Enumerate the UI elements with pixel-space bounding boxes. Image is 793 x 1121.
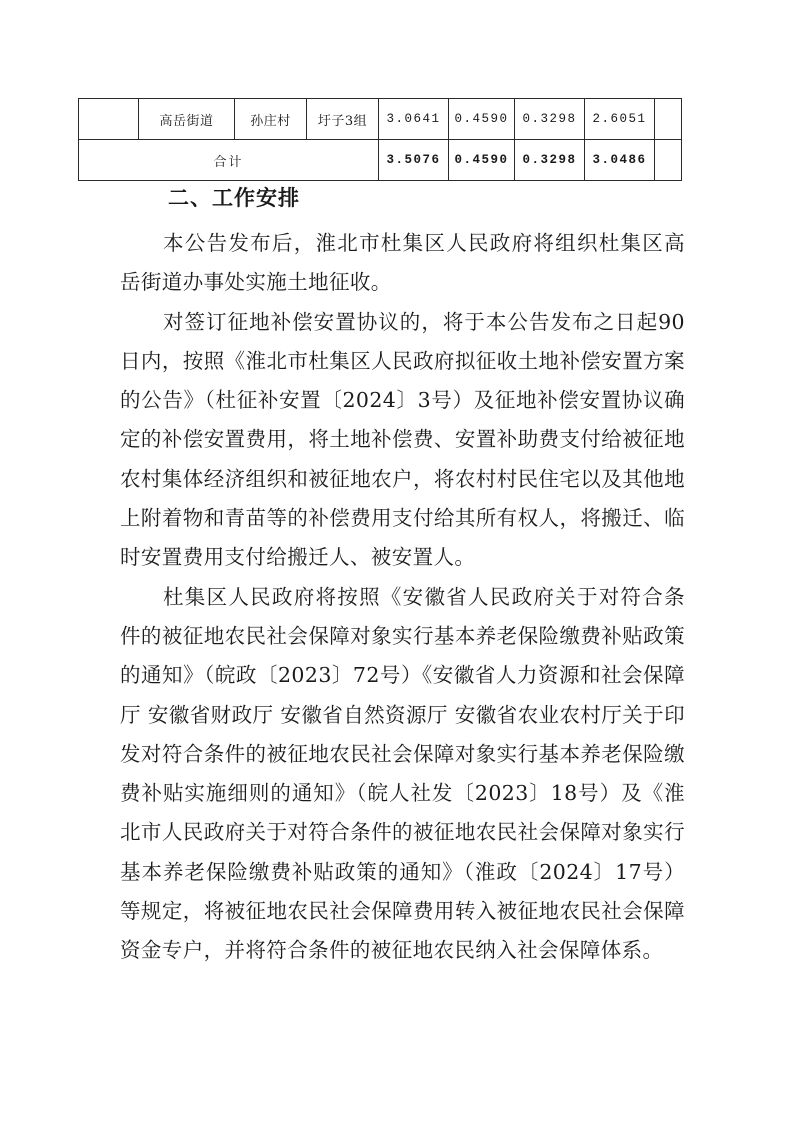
table-row [79, 99, 682, 140]
paragraph-social-security: 杜集区人民政府将按照《安徽省人民政府关于对符合条件的被征地农民社会保障对象实行基本养老保险缴费补贴政策的通知》（皖政〔2023〕72号）《安徽省人力资源和社会保障厅 安徽省财政厅 安徽省自然资源厅 安徽省农业农村厅关于印发对符合条件的被征地农民社会保障对象实行基本养老保险缴费补贴实施细则的通知》（皖人社发〔2023〕18号）及《淮北市人民政府关于对符合条件的被征地农民社会保障对象实行基本养老保险缴费补贴政策的通知》（淮政〔2024〕17号）等规定，将被征地农民社会保障费用转入被征地农民社会保障资金专户，并将符合条件的被征地农民纳入社会保障体系。 [120, 584, 685, 963]
table-cell-blank [79, 99, 139, 140]
table-cell-value: 2.6051 [585, 99, 655, 140]
paragraph-compensation: 对签订征地补偿安置协议的，将于本公告发布之日起90日内，按照《淮北市杜集区人民政府拟征收土地补偿安置方案的公告》（杜征补安置〔2024〕3号）及征地补偿安置协议确定的补偿安置费用，将土地补偿费、安置补助费支付给被征地农村集体经济组织和被征地农户，将农村村民住宅以及其他地上附着物和青苗等的补偿费用支付给其所有权人，将搬迁、临时安置费用支付给搬迁人、被安置人。 [120, 309, 685, 570]
table-cell-group: 圩子3组 [307, 99, 379, 140]
table-cell-tail [655, 140, 682, 181]
land-area-table [78, 98, 682, 181]
table-total-value: 3.5076 [379, 140, 449, 181]
table-cell-value: 0.3298 [515, 99, 585, 140]
table-total-label: 合计 [79, 140, 379, 181]
table-total-value: 0.3298 [515, 140, 585, 181]
table-cell-value: 0.4590 [449, 99, 515, 140]
table-total-value: 3.0486 [585, 140, 655, 181]
table-cell-village: 孙庄村 [235, 99, 307, 140]
section-heading: 二、工作安排 [168, 186, 300, 210]
table-total-value: 0.4590 [449, 140, 515, 181]
paragraph-implementation: 本公告发布后，淮北市杜集区人民政府将组织杜集区高岳街道办事处实施土地征收。 [120, 231, 685, 295]
table-total-row [79, 140, 682, 181]
body-text [120, 224, 685, 971]
table-cell-street: 高岳街道 [139, 99, 235, 140]
table-cell-value: 3.0641 [379, 99, 449, 140]
table-cell-tail [655, 99, 682, 140]
